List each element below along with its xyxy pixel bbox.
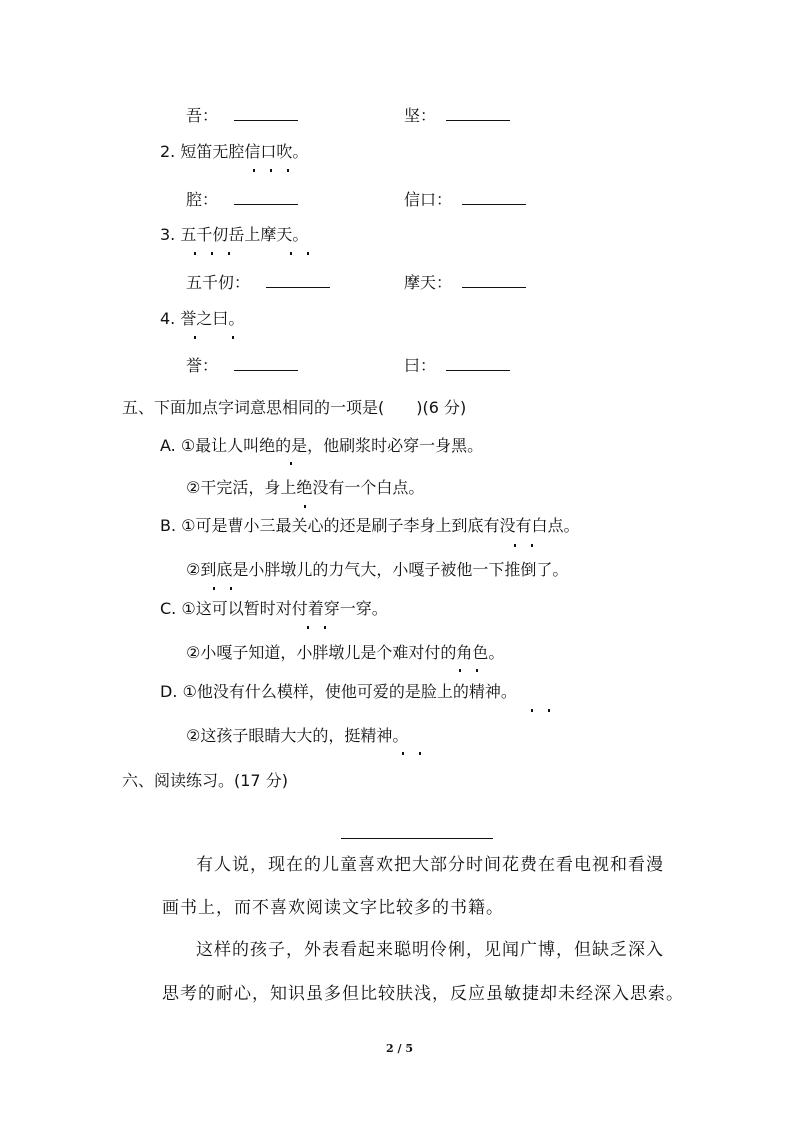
option-a-2: ②干完活，身上绝没有一个白点。 (186, 478, 425, 497)
word-motian-row (404, 273, 526, 293)
item-2: 2. 短笛无腔信口吹。 (160, 142, 309, 161)
word-yu-label: 誉： (186, 356, 219, 375)
answer-blank[interactable] (462, 190, 526, 205)
word-yue-row (404, 356, 510, 376)
word-xinkou-label: 信口： (404, 190, 453, 209)
option-d-1[interactable]: D. ①他没有什么模样，使他可爱的是脸上的精神。 (160, 682, 517, 701)
emphasis-dot (531, 709, 533, 712)
emphasis-dot (230, 587, 232, 590)
passage-p1-line2: 画书上，而不喜欢阅读文字比较多的书籍。 (162, 898, 504, 918)
emphasis-dot (253, 169, 255, 172)
emphasis-dot (228, 252, 230, 255)
option-b-1[interactable]: B. ①可是曹小三最关心的还是刷子李身上到底有没有白点。 (160, 516, 580, 535)
word-xinkou-row (404, 190, 526, 210)
word-jian-label: 坚： (404, 106, 437, 125)
emphasis-dot (213, 587, 215, 590)
emphasis-dot (548, 709, 550, 712)
emphasis-dot (287, 169, 289, 172)
emphasis-dot (419, 752, 421, 755)
passage-p2-line1: 这样的孩子，外表看起来聪明伶俐，见闻广博，但缺乏深入 (196, 940, 664, 960)
emphasis-dot (459, 669, 461, 672)
answer-blank[interactable] (446, 356, 510, 371)
question-6-title: 六、阅读练习。(17 分) (122, 771, 288, 790)
answer-blank[interactable] (462, 273, 526, 288)
word-wu-row (186, 106, 298, 126)
answer-blank[interactable] (234, 190, 298, 205)
page-number: 2 / 5 (386, 1042, 413, 1055)
emphasis-dot (270, 169, 272, 172)
word-wuqianren-label: 五千仞： (186, 273, 251, 292)
emphasis-dot (194, 252, 196, 255)
passage-p2-line2: 思考的耐心，知识虽多但比较肤浅，反应虽敏捷却未经深入思索。 (162, 984, 684, 1004)
item-4: 4. 誉之曰。 (160, 309, 245, 328)
emphasis-dot (307, 252, 309, 255)
emphasis-dot (290, 462, 292, 465)
passage-title-blank[interactable] (341, 838, 493, 839)
option-a-1[interactable]: A. ①最让人叫绝的是，他刷浆时必穿一身黑。 (160, 436, 484, 455)
emphasis-dot (290, 252, 292, 255)
emphasis-dot (232, 336, 234, 339)
word-wu-label: 吾： (186, 106, 219, 125)
emphasis-dot (476, 669, 478, 672)
word-wuqianren-row (186, 273, 330, 293)
option-c-1[interactable]: C. ①这可以暂时对付着穿一穿。 (160, 599, 388, 618)
word-yu-row (186, 356, 298, 376)
answer-blank[interactable] (446, 106, 510, 121)
emphasis-dot (402, 752, 404, 755)
word-jian-row (404, 106, 510, 126)
word-qiang-label: 腔： (186, 190, 219, 209)
item-3: 3. 五千仞岳上摩天。 (160, 225, 309, 244)
option-b-2: ②到底是小胖墩儿的力气大，小嘎子被他一下推倒了。 (186, 560, 569, 579)
emphasis-dot (304, 505, 306, 508)
emphasis-dot (194, 336, 196, 339)
emphasis-dot (531, 544, 533, 547)
word-qiang-row (186, 190, 298, 210)
word-motian-label: 摩天： (404, 273, 453, 292)
question-5-title: 五、下面加点字词意思相同的一项是( )(6 分) (122, 398, 467, 417)
option-d-2: ②这孩子眼睛大大的，挺精神。 (186, 726, 409, 745)
option-c-2: ②小嘎子知道，小胖墩儿是个难对付的角色。 (186, 643, 505, 662)
passage-p1-line1: 有人说，现在的儿童喜欢把大部分时间花费在看电视和看漫 (196, 855, 664, 875)
answer-blank[interactable] (234, 106, 298, 121)
emphasis-dot (307, 626, 309, 629)
emphasis-dot (514, 544, 516, 547)
answer-blank[interactable] (266, 273, 330, 288)
answer-blank[interactable] (234, 356, 298, 371)
emphasis-dot (211, 252, 213, 255)
emphasis-dot (324, 626, 326, 629)
word-yue-label: 曰： (404, 356, 437, 375)
